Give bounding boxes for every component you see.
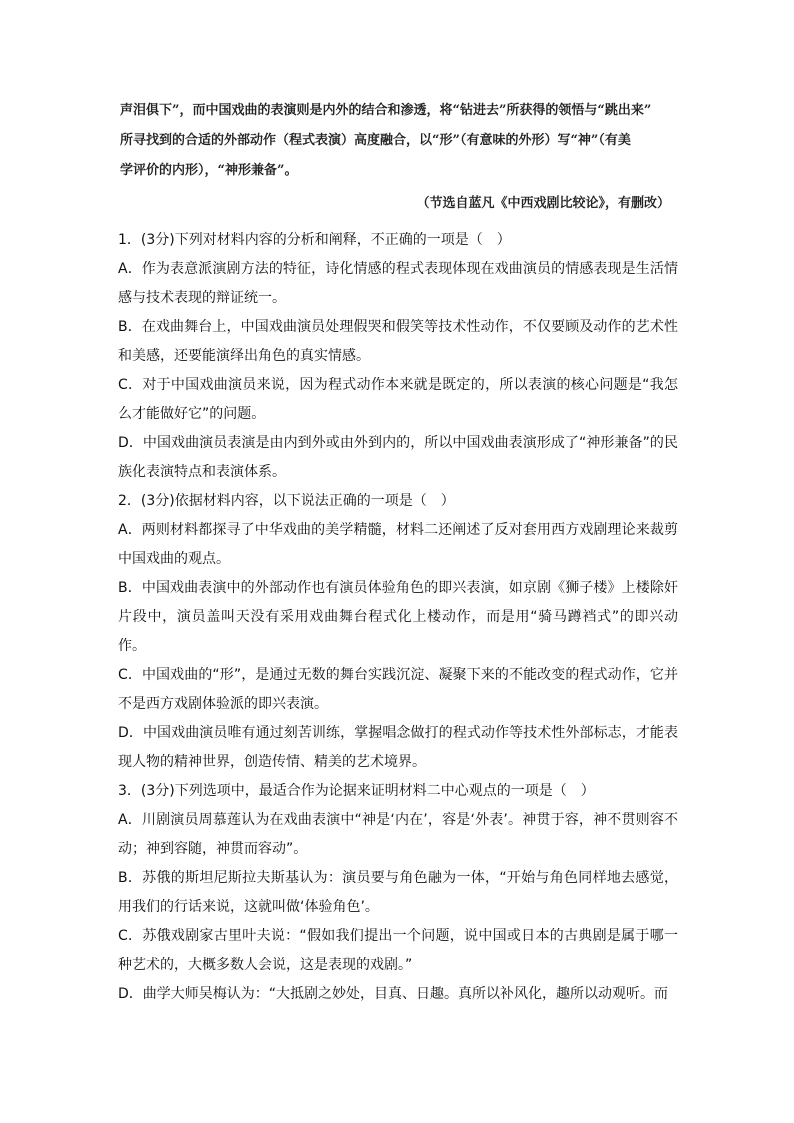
- option-a: A．川剧演员周慕莲认为在戏曲表演中“神是‘内在’，容是‘外表’。神贯于容，神不贯则容不动；神到容随，神贯而容动”。: [118, 812, 678, 857]
- option-c: C．对于中国戏曲演员来说，因为程式动作本来就是既定的，所以表演的核心问题是“我怎么才能做好它”的问题。: [118, 377, 678, 422]
- option-c: C．苏俄戏剧家古里叶夫说：“假如我们提出一个问题，说中国或日本的古典剧是属于哪一种艺术的，大概多数人会说，这是表现的戏剧。”: [118, 928, 678, 973]
- option-b: B．苏俄的斯坦尼斯拉夫斯基认为：演员要与角色融为一体，“开始与角色同样地去感觉，用我们的行话来说，这就叫做‘体验角色’。: [118, 870, 678, 915]
- question-3: [118, 777, 678, 1009]
- question-list: [118, 226, 678, 1009]
- question-stem: 3．(3分)下列选项中，最适合作为论据来证明材料二中心观点的一项是（ ）: [118, 783, 595, 799]
- question-stem: 2．(3分)依据材料内容，以下说法正确的一项是（ ）: [118, 493, 455, 509]
- option-d: D．曲学大师吴梅认为：“大抵剧之妙处，目真、日趣。真所以补风化，趣所以动观听。而: [118, 986, 669, 1002]
- option-c: C．中国戏曲的“形”，是通过无数的舞台实践沉淀、凝聚下来的不能改变的程式动作，它并不是西方戏剧体验派的即兴表演。: [118, 667, 678, 712]
- source-citation: （节选自蓝凡《中西戏剧比较论》，有删改）: [416, 196, 670, 211]
- passage-line: 声泪俱下”，而中国戏曲的表演则是内外的结合和渗透，将“钻进去”所获得的领悟与“跳出来”: [120, 103, 652, 118]
- passage-line: 所寻找到的合适的外部动作（程式表演）高度融合，以“形”（有意味的外形）写“神”（有美: [120, 133, 631, 148]
- passage-line: 学评价的内形），“神形兼备”。: [120, 163, 298, 178]
- question-stem: 1．(3分)下列对材料内容的分析和阐释，不正确的一项是（ ）: [118, 232, 511, 248]
- question-1: [118, 226, 678, 487]
- option-a: A．两则材料都探寻了中华戏曲的美学精髓，材料二还阐述了反对套用西方戏剧理论来裁剪中国戏曲的观点。: [118, 522, 678, 567]
- question-2: [118, 487, 678, 777]
- passage-excerpt: [120, 96, 680, 186]
- option-d: D．中国戏曲演员唯有通过刻苦训练，掌握唱念做打的程式动作等技术性外部标志，才能表现人物的精神世界，创造传情、精美的艺术境界。: [118, 725, 678, 770]
- option-b: B．中国戏曲表演中的外部动作也有演员体验角色的即兴表演，如京剧《狮子楼》上楼除奸片段中，演员盖叫天没有采用戏曲舞台程式化上楼动作，而是用“骑马蹲裆式”的即兴动作。: [118, 580, 678, 654]
- option-d: D．中国戏曲演员表演是由内到外或由外到内的，所以中国戏曲表演形成了“神形兼备”的民族化表演特点和表演体系。: [118, 435, 678, 480]
- option-b: B．在戏曲舞台上，中国戏曲演员处理假哭和假笑等技术性动作，不仅要顾及动作的艺术性和美感，还要能演绎出角色的真实情感。: [118, 319, 678, 364]
- option-a: A．作为表意派演剧方法的特征，诗化情感的程式表现体现在戏曲演员的情感表现是生活情感与技术表现的辩证统一。: [118, 261, 678, 306]
